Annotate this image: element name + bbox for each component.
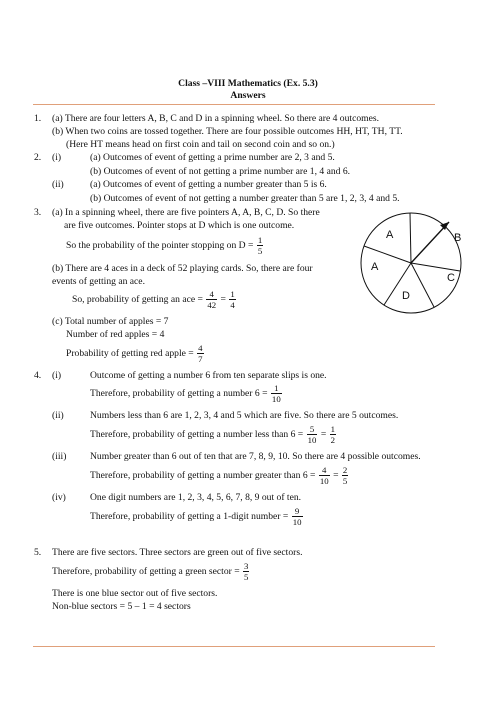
- q4-iii-prob: [90, 465, 349, 487]
- q4-number: 4.: [34, 370, 42, 381]
- wheel-label: C: [447, 272, 455, 284]
- q5-line3: There is one blue sector out of five sectors.: [52, 588, 218, 599]
- spinning-wheel: [356, 208, 466, 318]
- q4-i-prob: [90, 383, 283, 405]
- q5-line4: Non-blue sectors = 5 – 1 = 4 sectors: [52, 601, 191, 612]
- q3-a-prob-text: So the probability of the pointer stopping on D =: [66, 240, 254, 251]
- q4-iii-prob-text: Therefore, probability of getting a number greater than 6 =: [90, 470, 316, 481]
- wheel-label: A: [371, 261, 379, 273]
- q4-iii-text: Number greater than 6 out of ten that are 7, 8, 9, 10. So there are 4 possible outcomes.: [90, 451, 421, 462]
- q2-ii-label: (ii): [52, 179, 64, 190]
- q3-a-line3: [66, 235, 264, 257]
- wheel-divider: [411, 263, 434, 307]
- q4-ii-text: Numbers less than 6 are 1, 2, 3, 4 and 5 which are five. So there are 5 outcomes.: [90, 410, 399, 421]
- header-divider: [33, 104, 435, 105]
- q3-c-prob-text: Probability of getting red apple =: [66, 348, 194, 359]
- q2-ii-b: (b) Outcomes of event of not getting a number greater than 5 are 1, 2, 3, 4 and 5.: [90, 193, 400, 204]
- footer-divider: [33, 646, 435, 647]
- q4-iv-text: One digit numbers are 1, 2, 3, 4, 5, 6, 7, 8, 9 out of ten.: [90, 492, 302, 503]
- equals-sign: =: [333, 470, 339, 481]
- q3-a-line2: are five outcomes. Pointer stops at D which is one outcome.: [64, 220, 295, 231]
- q3-b-line1: (b) There are 4 aces in a deck of 52 playing cards. So, there are four: [52, 263, 313, 274]
- q4-iv-prob-text: Therefore, probability of getting a 1-digit number =: [90, 511, 289, 522]
- q3-b-prob-text: So, probability of getting an ace =: [72, 294, 203, 305]
- q3-c-line3: [66, 343, 205, 365]
- fraction: $\frac{4}{7}$: [198, 343, 203, 365]
- q5-line2: [52, 561, 250, 583]
- q1-note: (Here HT means head on first coin and tail on second coin and so on.): [66, 139, 335, 150]
- q3-c-line1: (c) Total number of apples = 7: [52, 316, 169, 327]
- q2-number: 2.: [34, 152, 42, 163]
- fraction: $\frac{1}{2}$: [330, 424, 336, 446]
- q2-i-label: (i): [52, 152, 62, 163]
- fraction: $\frac{4}{42}$: [207, 289, 217, 311]
- q3-number: 3.: [34, 207, 42, 218]
- q4-iv-label: (iv): [52, 492, 66, 503]
- q2-i-a: (a) Outcomes of event of getting a prime number are 2, 3 and 5.: [90, 152, 335, 163]
- wheel-label: B: [454, 232, 462, 244]
- wheel-divider: [410, 213, 411, 263]
- wheel-label: D: [402, 290, 410, 302]
- equals-sign: =: [220, 294, 226, 305]
- q4-iv-prob: [90, 506, 304, 528]
- q3-b-line3: [72, 289, 237, 311]
- q5-number: 5.: [34, 547, 42, 558]
- q4-i-prob-text: Therefore, probability of getting a number 6 =: [90, 388, 268, 399]
- q5-prob-text: Therefore, probability of getting a green sector =: [52, 566, 240, 577]
- q2-ii-a: (a) Outcomes of event of getting a number greater than 5 is 6.: [90, 179, 327, 190]
- equals-sign: =: [320, 429, 327, 440]
- q3-c-line2: Number of red apples = 4: [66, 329, 165, 340]
- q4-ii-prob-text: Therefore, probability of getting a number less than 6 =: [90, 429, 304, 440]
- page-title: Class –VIII Mathematics (Ex. 5.3): [178, 78, 318, 89]
- q4-iii-label: (iii): [52, 451, 67, 462]
- fraction: $\frac{4}{10}$: [319, 465, 329, 487]
- fraction: $\frac{2}{5}$: [342, 465, 348, 487]
- fraction: $\frac{9}{10}$: [292, 506, 302, 528]
- q4-ii-prob: [90, 424, 337, 446]
- q1-part-b: (b) When two coins are tossed together. There are four possible outcomes HH, HT, TH, TT.: [52, 126, 403, 137]
- q4-ii-label: (ii): [52, 410, 64, 421]
- wheel-divider: [411, 263, 460, 271]
- fraction: $\frac{1}{5}$: [257, 235, 263, 257]
- fraction: $\frac{3}{5}$: [244, 561, 249, 583]
- q2-i-b: (b) Outcomes of event of not getting a prime number are 1, 4 and 6.: [90, 166, 351, 177]
- page-subtitle: Answers: [230, 90, 266, 101]
- q3-a-line1: (a) In a spinning wheel, there are five pointers A, A, B, C, D. So there: [52, 207, 320, 218]
- fraction: $\frac{5}{10}$: [307, 424, 317, 446]
- wheel-label: A: [386, 229, 394, 241]
- q4-i-label: (i): [52, 370, 62, 381]
- q3-b-line2: events of getting an ace.: [52, 276, 145, 287]
- q1-part-a: (a) There are four letters A, B, C and D in a spinning wheel. So there are 4 outcomes.: [52, 113, 379, 124]
- q4-i-text: Outcome of getting a number 6 from ten separate slips is one.: [90, 370, 327, 381]
- fraction: $\frac{1}{4}$: [230, 289, 235, 311]
- fraction: $\frac{1}{10}$: [271, 383, 281, 405]
- q5-line1: There are five sectors. Three sectors are green out of five sectors.: [52, 547, 303, 558]
- q1-number: 1.: [34, 113, 42, 124]
